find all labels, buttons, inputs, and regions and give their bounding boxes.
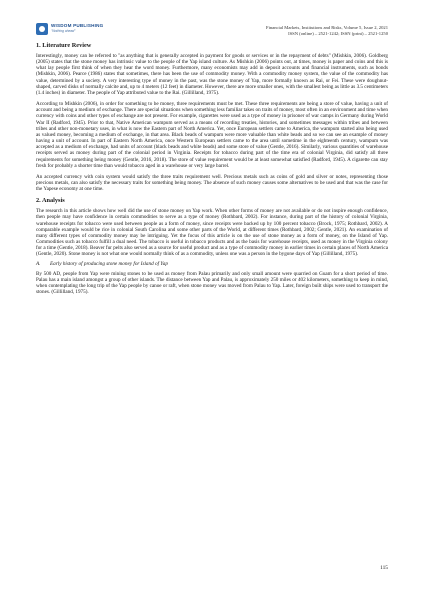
subsection-number: A. [36, 260, 41, 267]
publisher-tagline: "Nothing ahead" [51, 29, 76, 33]
paragraph: According to Mishkin (2006), in order for something to be money, three requirements must be met. These three requirements are being a store of value, having a unit of account and being a medium of exchange. There are special situations when something less familiar takes on traits of money, most often in an environment and time when currency with coins and other types of exchange are not present. For example, cigarettes were used as a type of money in prisoner of war camps in Germany during World War II (Radford, 1945). Prior to that, Native American wampum served as a means of recording treaties, histories, and sometimes messages within tribes and between tribes and other non-monetary uses, in what is now the Eastern part of North America. Yet, once European settlers came to America, the wampum started also being used as valued money, becoming a medium of exchange, in that area. Black beads of wampum were more valuable than white beads and so we can see an example of money having a unit of account. In part of Eastern North America, once Western European settlers came to the area until sometime in the eighteenth century, wampum was accepted as a medium of exchange, had units of account (black beads and white beads) and some store of value (Gentle, 2016). Similarly, various quantities of warehouse receipts served as money during part of the colonial period in Virginia. Receipts for tobacco during part of the time era of colonial Virginia, did satisfy all three requirements for something being money (Gentle, 2016, 2018). The store of value requirement would be at least somewhat satisfied (Radford, 1945). A cigarette can stay fresh for probably a shorter time than would tobacco aged in a warehouse or very large barrel. [36, 101, 388, 169]
section-heading-analysis: 2. Analysis [36, 197, 65, 205]
journal-issn-line: ISSN (online) – 2521-1242; ISSN (print) – 2521-1250 [288, 31, 388, 36]
journal-info [266, 25, 388, 37]
subsection-heading [36, 261, 388, 268]
journal-title-line: Financial Markets, Institutions and Risks, Volume 5, Issue 2, 2021 [266, 25, 388, 30]
paragraph: The research in this article shows how well did the use of stone money on Yap work. When other forms of money are not available or do not inspire enough confidence, then people may have confidence in certain commodities to serve as a type of money (Rothbard, 2002). For instance, during part of the history of colonial Virginia, warehouse receipts for tobacco were used between people as a form of money, since receipts were backed up by 100 percent tobacco (Brock, 1975; Rothbard, 2002). A comparable example would be rice in colonial South Carolina and some other parts of the World, at different times (Rothbard, 2002; Gentle, 2021). An examination of many different types of commodity money may be intriguing. Yet the focus of this article is on the use of stone money as a form of money, on the Island of Yap. Commodities such as tobacco fulfill a dual need. The tobacco is useful in tobacco products and as the basis for warehouse receipts, used as money in the Virginia colony for a time (Gentle, 2018). Beaver fur pelts also served as a source for useful product and as a type of commodity money in earlier times in certain places of North America (Gentle, 2020). Stone money is not what one would normally think of as a commodity, unless one was a person in the bygone days of Yap (Gillilland, 1975). [36, 208, 388, 258]
subsection-title: Early history of producing stone money for Island of Yap [50, 260, 168, 267]
paragraph: Interestingly, money can be referred to "as anything that is generally accepted in payment for goods or services or in the repayment of debts" (Mishkin, 2006). Goldberg (2005) states that the stone money has intrinsic value to the people of the Yap island culture. As Mishkin (2006) points out, at times, money is paper and coins and this is what lay people first think of when they hear the word money. Furthermore, many economists may add in deposit accounts and financial instruments, such as bonds (Mishkin, 2006). Pearce (1986) states that sometimes, there has been the use of commodity money. With a commodity money system, the value of the commodity has value, determined by a society. A very interesting type of money in the past, was the stone money of Yap, more formally known as Rai, or Fei. These were doughnut-shaped, carved disks of normally calcite and, up to 4 meters (12 feet) in diameter. However, there are more smaller ones, with the smallest being as little as 3.5 centimeters (1.4 inches) in diameter. The people of Yap attributed value to the Rai. (Gillilland, 1975). [36, 53, 388, 96]
paragraph: An accepted currency with coin system would satisfy the three traits requirement well. Precious metals such as coins of gold and silver or notes, representing those precious metals, can also satisfy the necessary traits for something being money. The absence of such money causes some alternatives to be used and that was the case for the Yapese economy at one time. [36, 173, 388, 193]
article-body [36, 42, 388, 295]
page-number: 115 [380, 565, 388, 571]
publisher-name: WISDOM PUBLISHING [51, 23, 104, 28]
section-heading-literature-review: 1. Literature Review [36, 42, 92, 49]
publisher-logo-icon [36, 23, 48, 35]
paragraph: By 500 AD, people from Yap were mining stones to be used as money from Palau primarily and only small amount were quarried on Guam for a short period of time. Palau has a main island amongst a group of other islands. The distance between Yap and Palau, is approximately 250 miles or 402 kilometers, something to keep in mind, when contemplating the long trip of the Yap people by canoe or raft, when stone money was moved from Palau to Yap. Later, foreign built ships were used to transport the stones. (Gillilland, 1975). [36, 270, 388, 295]
